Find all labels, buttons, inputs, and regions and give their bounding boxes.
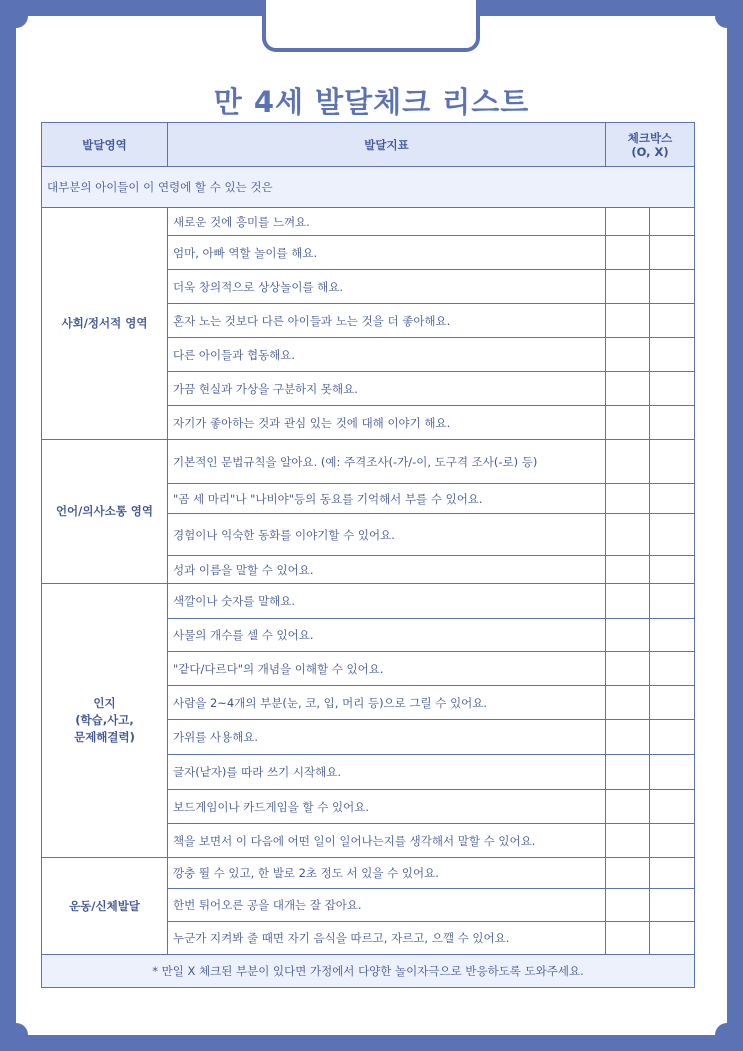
header-row [42, 123, 695, 167]
check-box-o[interactable] [606, 584, 650, 619]
check-box-o[interactable] [606, 755, 650, 790]
check-box-o[interactable] [606, 270, 650, 304]
indicator-text: 혼자 노는 것보다 다른 아이들과 노는 것을 더 좋아해요. [168, 304, 606, 338]
check-box-o[interactable] [606, 858, 650, 889]
check-box-x[interactable] [650, 304, 695, 338]
indicator-text: "곰 세 마리"나 "나비야"등의 동요를 기억해서 부를 수 있어요. [168, 484, 606, 514]
indicator-text: 누군가 지켜봐 줄 때면 자기 음식을 따르고, 자르고, 으깰 수 있어요. [168, 922, 606, 955]
corner-decoration [4, 1023, 28, 1047]
check-box-o[interactable] [606, 514, 650, 556]
checklist-table [41, 122, 695, 988]
indicator-text: 더욱 창의적으로 상상놀이를 해요. [168, 270, 606, 304]
indicator-text: 보드게임이나 카드게임을 할 수 있어요. [168, 790, 606, 824]
indicator-text: 책을 보면서 이 다음에 어떤 일이 일어나는지를 생각해서 말할 수 있어요. [168, 824, 606, 858]
indicator-text: 가위를 사용해요. [168, 720, 606, 755]
checklist-row [42, 208, 695, 236]
check-box-x[interactable] [650, 338, 695, 372]
area-name: 운동/신체발달 [42, 858, 168, 955]
check-box-o[interactable] [606, 304, 650, 338]
check-box-x[interactable] [650, 720, 695, 755]
check-box-o[interactable] [606, 619, 650, 652]
indicator-text: 가끔 현실과 가상을 구분하지 못해요. [168, 372, 606, 406]
indicator-text: "같다/다르다"의 개념을 이해할 수 있어요. [168, 652, 606, 686]
check-box-x[interactable] [650, 922, 695, 955]
checklist-row [42, 584, 695, 619]
indicator-text: 경험이나 익숙한 동화를 이야기할 수 있어요. [168, 514, 606, 556]
check-box-x[interactable] [650, 208, 695, 236]
header-area: 발달영역 [42, 123, 168, 167]
check-box-x[interactable] [650, 584, 695, 619]
check-box-o[interactable] [606, 372, 650, 406]
indicator-text: 새로운 것에 흥미를 느껴요. [168, 208, 606, 236]
check-box-x[interactable] [650, 484, 695, 514]
footer-row [42, 955, 695, 988]
check-box-x[interactable] [650, 858, 695, 889]
note-row [42, 167, 695, 208]
check-box-x[interactable] [650, 686, 695, 720]
indicator-text: 자기가 좋아하는 것과 관심 있는 것에 대해 이야기 해요. [168, 406, 606, 440]
indicator-text: 색깔이나 숫자를 말해요. [168, 584, 606, 619]
area-name: 언어/의사소통 영역 [42, 440, 168, 584]
indicator-text: 깡충 뛸 수 있고, 한 발로 2초 정도 서 있을 수 있어요. [168, 858, 606, 889]
indicator-text: 한번 튀어오른 공을 대개는 잘 잡아요. [168, 889, 606, 922]
indicator-text: 다른 아이들과 협동해요. [168, 338, 606, 372]
check-box-x[interactable] [650, 889, 695, 922]
page-title: 만 4세 발달체크 리스트 [213, 85, 530, 119]
indicator-text: 사물의 개수를 셀 수 있어요. [168, 619, 606, 652]
corner-decoration [715, 4, 739, 28]
check-box-o[interactable] [606, 208, 650, 236]
check-box-o[interactable] [606, 338, 650, 372]
corner-decoration [4, 4, 28, 28]
check-box-x[interactable] [650, 652, 695, 686]
check-box-x[interactable] [650, 824, 695, 858]
check-box-o[interactable] [606, 922, 650, 955]
header-indicator: 발달지표 [168, 123, 606, 167]
check-box-o[interactable] [606, 889, 650, 922]
check-box-x[interactable] [650, 755, 695, 790]
check-box-x[interactable] [650, 790, 695, 824]
checklist-row [42, 858, 695, 889]
check-box-x[interactable] [650, 406, 695, 440]
area-name: 사회/정서적 영역 [42, 208, 168, 440]
check-box-o[interactable] [606, 824, 650, 858]
corner-decoration [715, 1023, 739, 1047]
check-box-o[interactable] [606, 652, 650, 686]
check-box-o[interactable] [606, 790, 650, 824]
check-box-o[interactable] [606, 406, 650, 440]
check-box-o[interactable] [606, 236, 650, 270]
check-box-x[interactable] [650, 514, 695, 556]
check-box-o[interactable] [606, 484, 650, 514]
check-box-o[interactable] [606, 720, 650, 755]
indicator-text: 사람을 2~4개의 부분(눈, 코, 입, 머리 등)으로 그릴 수 있어요. [168, 686, 606, 720]
indicator-text: 글자(낱자)를 따라 쓰기 시작해요. [168, 755, 606, 790]
check-box-o[interactable] [606, 440, 650, 484]
note-text: 대부분의 아이들이 이 연령에 할 수 있는 것은 [42, 167, 695, 208]
indicator-text: 성과 이름을 말할 수 있어요. [168, 556, 606, 584]
check-box-x[interactable] [650, 236, 695, 270]
header-check: 체크박스 (O, X) [606, 123, 695, 167]
area-name: 인지 (학습,사고, 문제해결력) [42, 584, 168, 858]
indicator-text: 기본적인 문법규칙을 알아요. (예: 주격조사(-가/-이, 도구격 조사(-로) 등) [168, 440, 606, 484]
checklist-row [42, 440, 695, 484]
footer-note: * 만일 X 체크된 부분이 있다면 가정에서 다양한 놀이자극으로 반응하도록 도와주세요. [42, 955, 695, 988]
check-box-x[interactable] [650, 556, 695, 584]
check-box-x[interactable] [650, 619, 695, 652]
check-box-x[interactable] [650, 372, 695, 406]
check-box-x[interactable] [650, 270, 695, 304]
top-tab-decoration [262, 0, 480, 52]
check-box-o[interactable] [606, 556, 650, 584]
indicator-text: 엄마, 아빠 역할 놀이를 해요. [168, 236, 606, 270]
check-box-o[interactable] [606, 686, 650, 720]
check-box-x[interactable] [650, 440, 695, 484]
